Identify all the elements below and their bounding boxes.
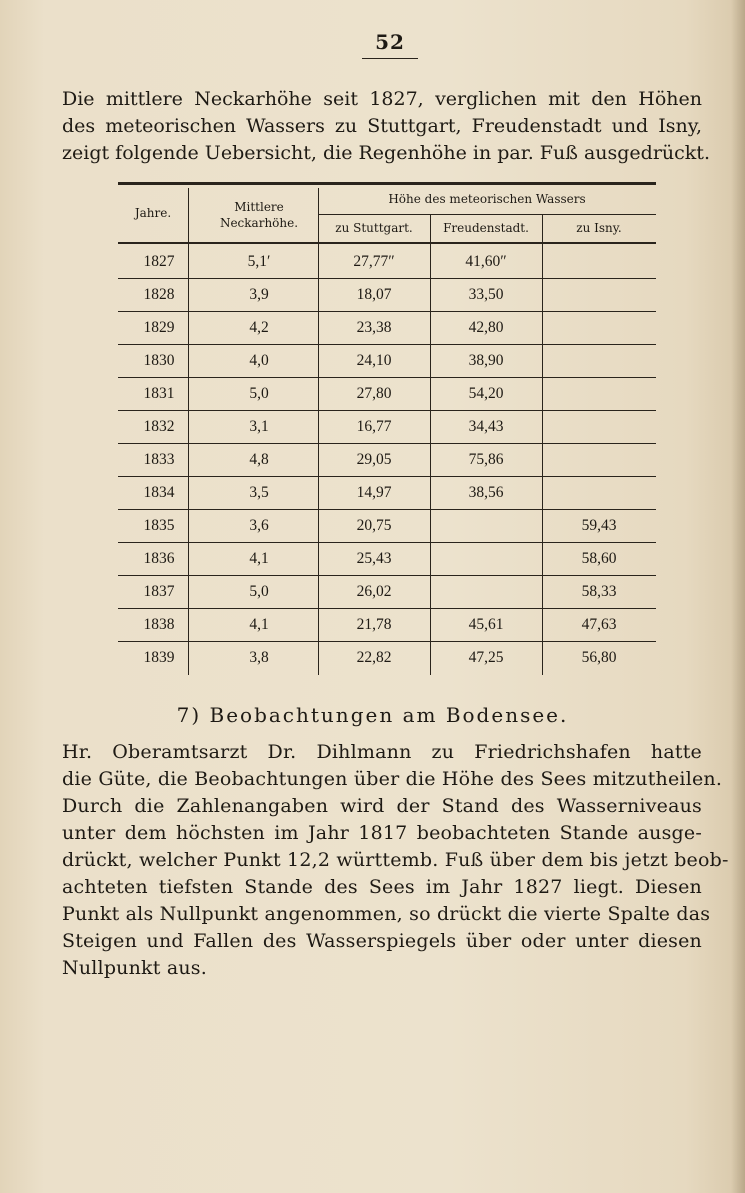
body-line: Steigen und Fallen des Wasserspiegels über oder unter diesen <box>62 930 702 952</box>
table-cell-neckar: 4,1 <box>249 550 269 567</box>
table-cell-stuttgart: 14,97 <box>356 484 392 501</box>
header-neckar-line1: Mittlere <box>234 200 284 214</box>
header-stuttgart: zu Stuttgart. <box>335 221 413 235</box>
table-cell-isny: 58,33 <box>581 583 617 600</box>
table-cell-freudenstadt: 54,20 <box>468 385 504 402</box>
table-cell-freudenstadt <box>430 576 542 608</box>
column-rule <box>542 214 543 675</box>
table-cell-year: 1831 <box>143 385 175 402</box>
table-cell-stuttgart: 16,77 <box>356 418 392 435</box>
table-cell-isny <box>542 345 656 377</box>
table-cell-year: 1835 <box>143 517 175 534</box>
table-cell-stuttgart: 26,02 <box>356 583 392 600</box>
body-line: drückt, welcher Punkt 12,2 württemb. Fuß über dem bis jetzt beob- <box>62 849 729 871</box>
body-line: unter dem höchsten im Jahr 1817 beobachteten Stande ausge- <box>62 822 702 844</box>
column-rule <box>188 188 189 675</box>
table-cell-neckar: 5,0 <box>249 385 269 402</box>
table-cell-freudenstadt: 45,61 <box>468 616 504 633</box>
table-cell-isny <box>542 312 656 344</box>
body-line: achteten tiefsten Stande des Sees im Jahr 1827 liegt. Diesen <box>62 876 702 898</box>
body-line: Hr. Oberamtsarzt Dr. Dihlmann zu Friedrichshafen hatte <box>62 741 702 763</box>
header-bottom-rule <box>118 242 656 244</box>
table-cell-year: 1834 <box>143 484 175 501</box>
table-cell-freudenstadt: 38,56 <box>468 484 504 501</box>
column-rule <box>430 214 431 675</box>
intro-paragraph <box>62 86 710 167</box>
table-cell-year: 1828 <box>143 286 175 303</box>
table-cell-neckar: 3,6 <box>249 517 269 534</box>
table-cell-year: 1837 <box>143 583 175 600</box>
body-line: Punkt als Nullpunkt angenommen, so drückt die vierte Spalte das <box>62 903 711 925</box>
table-cell-isny: 58,60 <box>581 550 617 567</box>
table-cell-neckar: 4,2 <box>249 319 269 336</box>
header-freudenstadt: Freudenstadt. <box>443 221 529 235</box>
table-cell-freudenstadt: 33,50 <box>468 286 504 303</box>
table-cell-freudenstadt: 38,90 <box>468 352 504 369</box>
table-cell-isny <box>542 279 656 311</box>
column-rule <box>318 188 319 675</box>
intro-line: zeigt folgende Uebersicht, die Regenhöhe in par. Fuß ausgedrückt. <box>62 142 710 164</box>
intro-line: des meteorischen Wassers zu Stuttgart, Freudenstadt und Isny, <box>62 115 702 137</box>
intro-line: Die mittlere Neckarhöhe seit 1827, verglichen mit den Höhen <box>62 88 702 110</box>
table-cell-year: 1829 <box>143 319 175 336</box>
table-cell-isny <box>542 477 656 509</box>
page-number: 52 <box>375 30 405 54</box>
table-cell-year: 1827 <box>143 253 175 270</box>
table-cell-freudenstadt: 75,86 <box>468 451 504 468</box>
body-paragraph <box>62 739 729 982</box>
body-line: Nullpunkt aus. <box>62 957 207 979</box>
table-cell-isny <box>542 444 656 476</box>
table-cell-stuttgart: 22,82 <box>356 649 392 666</box>
body-line: Durch die Zahlenangaben wird der Stand des Wasserniveaus <box>62 795 702 817</box>
header-group: Höhe des meteorischen Wassers <box>388 192 586 206</box>
table-cell-neckar: 3,5 <box>249 484 269 501</box>
table-top-rule <box>118 182 656 185</box>
table-cell-stuttgart: 20,75 <box>356 517 392 534</box>
table-cell-isny <box>542 378 656 410</box>
header-group-rule <box>318 214 656 215</box>
table-cell-freudenstadt: 34,43 <box>468 418 504 435</box>
table-cell-freudenstadt <box>430 543 542 575</box>
table-cell-neckar: 4,8 <box>249 451 269 468</box>
table-cell-year: 1832 <box>143 418 175 435</box>
table-cell-isny <box>542 411 656 443</box>
table-cell-year: 1836 <box>143 550 175 567</box>
table-cell-year: 1833 <box>143 451 175 468</box>
table-cell-stuttgart: 29,05 <box>356 451 392 468</box>
table-cell-neckar: 3,1 <box>249 418 269 435</box>
rainfall-table <box>118 182 656 670</box>
table-cell-isny: 59,43 <box>581 517 617 534</box>
header-isny: zu Isny. <box>576 221 622 235</box>
table-cell-freudenstadt: 42,80 <box>468 319 504 336</box>
page-number-rule <box>362 58 418 59</box>
table-cell-year: 1838 <box>143 616 175 633</box>
body-line: die Güte, die Beobachtungen über die Höhe des Sees mitzutheilen. <box>62 768 723 790</box>
table-cell-neckar: 5,1′ <box>247 253 271 270</box>
header-year: Jahre. <box>134 206 172 220</box>
table-cell-stuttgart: 25,43 <box>356 550 392 567</box>
table-cell-isny: 56,80 <box>581 649 617 666</box>
table-cell-stuttgart: 27,80 <box>356 385 392 402</box>
table-cell-neckar: 3,8 <box>249 649 269 666</box>
table-cell-isny <box>542 246 656 278</box>
header-neckar-line2: Neckarhöhe. <box>219 216 299 230</box>
table-cell-freudenstadt <box>430 510 542 542</box>
table-cell-stuttgart: 24,10 <box>356 352 392 369</box>
table-cell-neckar: 4,1 <box>249 616 269 633</box>
table-cell-stuttgart: 23,38 <box>356 319 392 336</box>
table-cell-freudenstadt: 47,25 <box>468 649 504 666</box>
table-cell-year: 1839 <box>143 649 175 666</box>
table-cell-neckar: 3,9 <box>249 286 269 303</box>
table-cell-stuttgart: 21,78 <box>356 616 392 633</box>
table-cell-freudenstadt: 41,60″ <box>465 253 507 270</box>
table-cell-year: 1830 <box>143 352 175 369</box>
table-cell-stuttgart: 27,77″ <box>353 253 395 270</box>
table-cell-neckar: 5,0 <box>249 583 269 600</box>
section-heading: 7) Beobachtungen am Bodensee. <box>176 703 569 727</box>
table-cell-neckar: 4,0 <box>249 352 269 369</box>
page-edge-shadow <box>731 0 745 1193</box>
table-cell-stuttgart: 18,07 <box>356 286 392 303</box>
table-cell-isny: 47,63 <box>581 616 617 633</box>
